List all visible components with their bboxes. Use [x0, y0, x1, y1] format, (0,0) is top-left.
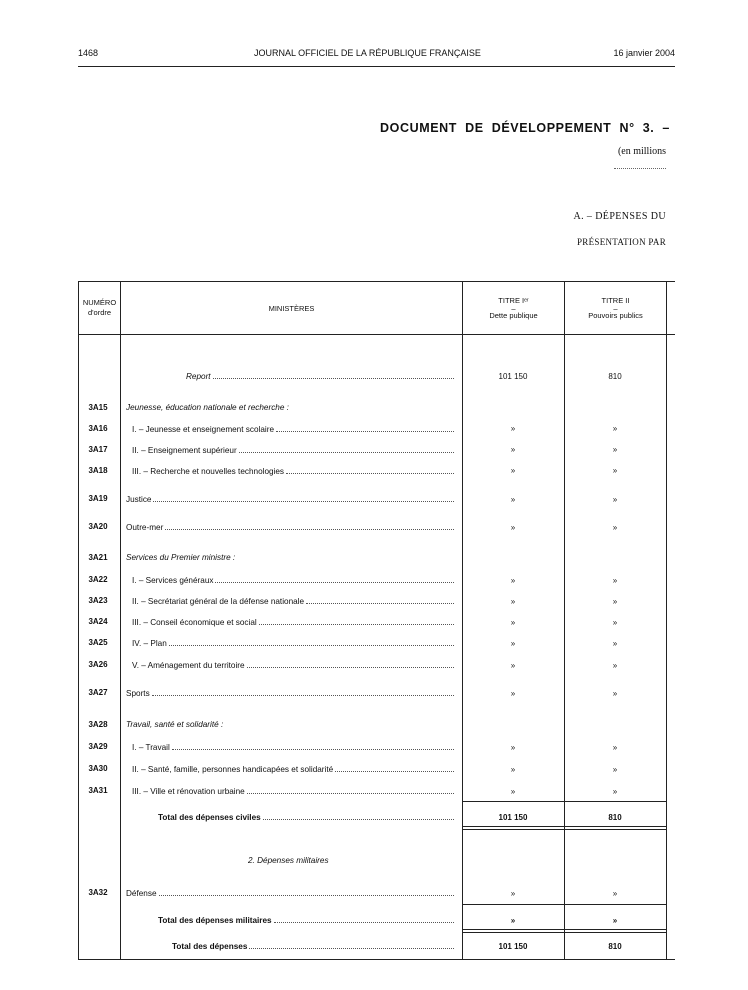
row-titre1: » — [510, 424, 516, 433]
row-code: 3A15 — [88, 403, 108, 412]
column-header-titre1 — [463, 296, 564, 321]
row-titre2: » — [612, 689, 618, 698]
row-titre2: » — [612, 618, 618, 627]
column-header-titre2-line1: TITRE II — [601, 296, 630, 305]
row-code: 3A29 — [88, 742, 108, 751]
row-label: Justice — [126, 494, 454, 504]
row-titre1: » — [510, 743, 516, 752]
row-code: 3A32 — [88, 888, 108, 897]
row-titre1: » — [510, 466, 516, 475]
row-titre1: » — [510, 618, 516, 627]
total-rule-civiles — [462, 826, 666, 830]
row-titre2: » — [612, 576, 618, 585]
row-grand-total-label: Total des dépenses — [172, 941, 454, 951]
column-header-titre1-dash: – — [511, 303, 516, 313]
row-label: III. – Ville et rénovation urbaine — [132, 786, 454, 796]
table-left-border — [78, 281, 79, 959]
row-titre2: » — [612, 743, 618, 752]
total-rule-militaires — [462, 929, 666, 933]
row-label: II. – Secrétariat général de la défense nationale — [132, 596, 454, 606]
row-label: III. – Conseil économique et social — [132, 617, 454, 627]
row-label: V. – Aménagement du territoire — [132, 660, 454, 670]
row-titre1: » — [510, 495, 516, 504]
row-label: II. – Santé, famille, personnes handicapées et solidarité — [132, 764, 454, 774]
row-titre1: » — [510, 689, 516, 698]
row-label: Outre-mer — [126, 522, 454, 532]
publication-date: 16 janvier 2004 — [613, 48, 675, 58]
page-number: 1468 — [78, 48, 99, 58]
row-label: I. – Services généraux — [132, 575, 454, 585]
table-bottom-rule — [78, 959, 675, 960]
row-titre1: » — [510, 889, 516, 898]
row-titre1: » — [510, 661, 516, 670]
row-code: 3A17 — [88, 445, 108, 454]
header-rule — [78, 66, 675, 67]
row-report-label: Report — [186, 371, 454, 381]
row-label: IV. – Plan — [132, 638, 454, 648]
row-total-militaires-titre1: » — [510, 916, 516, 925]
row-titre2: » — [612, 466, 618, 475]
unit-note: (en millions — [617, 146, 666, 157]
column-header-numero-line2: d'ordre — [87, 307, 112, 317]
row-titre2: » — [612, 889, 618, 898]
row-code: 3A16 — [88, 424, 108, 433]
journal-title: JOURNAL OFFICIEL DE LA RÉPUBLIQUE FRANÇAISE — [254, 48, 481, 58]
column-header-numero-line1: NUMÉRO — [82, 298, 117, 307]
table-header-rule — [78, 334, 675, 335]
row-label: Jeunesse, éducation nationale et recherche : — [126, 403, 289, 412]
row-titre1: » — [510, 445, 516, 454]
row-titre2: » — [612, 523, 618, 532]
document-title: DOCUMENT DE DÉVELOPPEMENT N° 3. – — [380, 121, 670, 135]
subsection-title-militaires: 2. Dépenses militaires — [248, 856, 329, 865]
row-label: Travail, santé et solidarité : — [126, 720, 224, 729]
row-titre2: » — [612, 597, 618, 606]
row-titre2: » — [612, 661, 618, 670]
row-code: 3A23 — [88, 596, 108, 605]
row-grand-total-titre2: 810 — [608, 942, 622, 951]
row-code: 3A30 — [88, 764, 108, 773]
row-titre2: » — [612, 765, 618, 774]
presentation-title: PRÉSENTATION PAR — [576, 237, 666, 247]
column-header-titre2 — [565, 296, 666, 321]
row-code: 3A31 — [88, 786, 108, 795]
row-code: 3A26 — [88, 660, 108, 669]
row-code: 3A19 — [88, 494, 108, 503]
section-title: A. – DÉPENSES DU — [573, 211, 666, 222]
unit-rule — [614, 168, 666, 169]
column-header-titre2-dash: – — [613, 303, 618, 313]
row-titre2: » — [612, 495, 618, 504]
subtotal-rule-civiles — [462, 801, 666, 802]
row-label: I. – Jeunesse et enseignement scolaire — [132, 424, 454, 434]
row-code: 3A28 — [88, 720, 108, 729]
row-label: Défense — [126, 888, 454, 898]
row-label: II. – Enseignement supérieur — [132, 445, 454, 455]
row-total-militaires-label: Total des dépenses militaires — [158, 915, 454, 925]
row-titre2: » — [612, 639, 618, 648]
column-header-titre1-line2: Dette publique — [489, 311, 538, 320]
row-titre1: » — [510, 523, 516, 532]
column-header-titre1-line1: TITRE Iᵉʳ — [498, 296, 529, 305]
row-titre1: » — [510, 765, 516, 774]
row-total-militaires-titre2: » — [612, 916, 618, 925]
row-titre1: » — [510, 597, 516, 606]
row-code: 3A22 — [88, 575, 108, 584]
subtotal-rule-militaires — [462, 904, 666, 905]
row-label: I. – Travail — [132, 742, 454, 752]
row-label: Services du Premier ministre : — [126, 553, 236, 562]
row-total-civiles-label: Total des dépenses civiles — [158, 812, 454, 822]
row-code: 3A24 — [88, 617, 108, 626]
row-total-civiles-titre1: 101 150 — [498, 813, 528, 822]
column-header-ministeres: MINISTÈRES — [268, 304, 315, 313]
row-report-titre2: 810 — [608, 372, 622, 381]
row-code: 3A21 — [88, 553, 108, 562]
row-code: 3A25 — [88, 638, 108, 647]
row-report-titre1: 101 150 — [498, 372, 528, 381]
column-divider-numero — [120, 281, 121, 959]
row-grand-total-titre1: 101 150 — [498, 942, 528, 951]
row-titre2: » — [612, 424, 618, 433]
column-divider-titre2 — [666, 281, 667, 959]
column-header-numero — [79, 298, 120, 318]
row-titre1: » — [510, 639, 516, 648]
table-top-rule — [78, 281, 675, 282]
row-label: Sports — [126, 688, 454, 698]
row-titre1: » — [510, 787, 516, 796]
row-code: 3A27 — [88, 688, 108, 697]
row-label: III. – Recherche et nouvelles technologies — [132, 466, 454, 476]
row-titre2: » — [612, 787, 618, 796]
row-titre2: » — [612, 445, 618, 454]
column-header-titre2-line2: Pouvoirs publics — [588, 311, 643, 320]
row-code: 3A20 — [88, 522, 108, 531]
row-titre1: » — [510, 576, 516, 585]
row-code: 3A18 — [88, 466, 108, 475]
row-total-civiles-titre2: 810 — [608, 813, 622, 822]
